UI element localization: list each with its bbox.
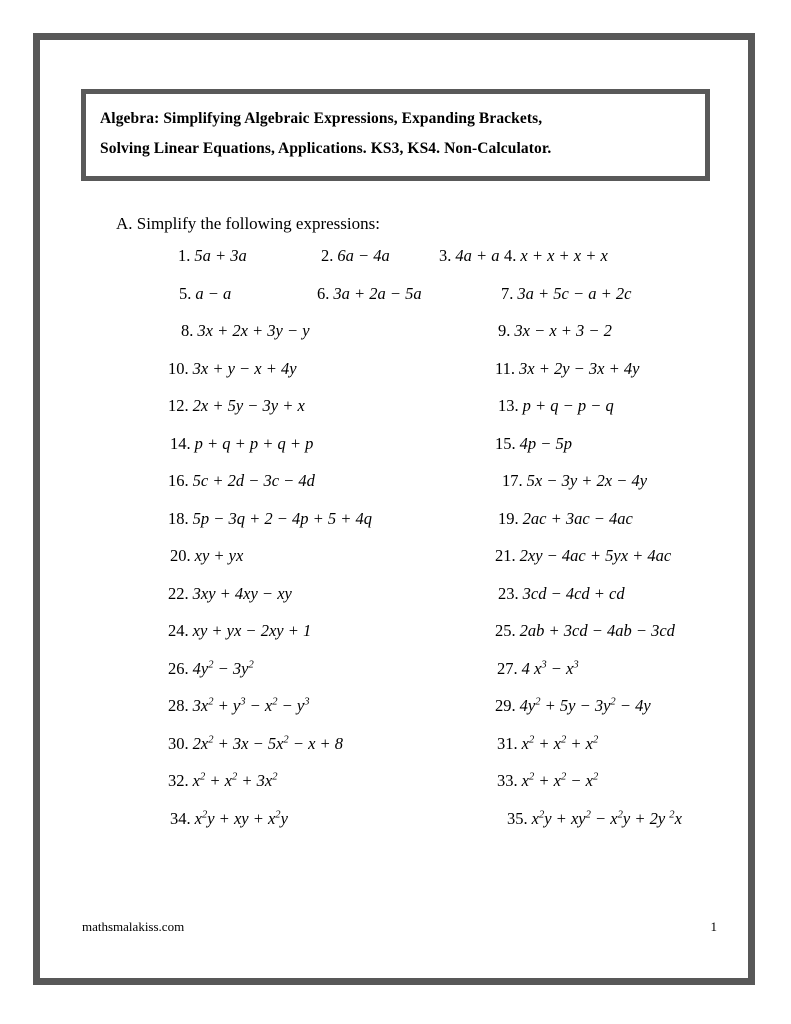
question-expression: 5a + 3a: [194, 246, 247, 265]
question-item-32: [168, 769, 277, 793]
question-expression: $x^2y$ + xy + $x^2y$: [194, 808, 288, 828]
question-expression: 2x + 5y − 3y + x: [192, 396, 305, 415]
question-row: [40, 769, 748, 807]
question-expression: $3x^2 + y^3 - x^2 - y^3$: [192, 696, 310, 715]
question-number: 3.: [439, 246, 452, 265]
question-number: 5.: [179, 283, 192, 303]
question-item-8: [181, 319, 310, 343]
question-number: 11.: [495, 358, 516, 378]
question-number: 24.: [168, 621, 189, 640]
question-expression: 3a + 5c − a + 2c: [517, 283, 632, 303]
question-item-29: [495, 694, 651, 718]
question-row: [40, 394, 748, 432]
question-item-20: [170, 544, 243, 568]
question-number: 8.: [181, 321, 194, 340]
question-number: 26.: [168, 658, 189, 678]
question-number: 32.: [168, 771, 189, 790]
page-footer: [82, 919, 717, 935]
question-expression: 2ab + 3cd − 4ab − 3cd: [519, 621, 675, 640]
question-number: 33.: [497, 771, 518, 790]
question-number: 31.: [497, 733, 518, 753]
question-item-16: [168, 469, 315, 493]
question-item-1: [178, 244, 247, 268]
question-list: [40, 244, 748, 844]
question-expression: a − a: [195, 283, 232, 303]
page-content-area: [40, 40, 748, 978]
question-item-2: [321, 244, 390, 268]
question-expression: $4y^2 - 3y^2$: [192, 658, 254, 678]
question-item-25: [495, 619, 675, 643]
question-item-26: [168, 657, 254, 681]
question-row: [40, 432, 748, 470]
question-number: 28.: [168, 696, 189, 715]
question-expression: 3a + 2a − 5a: [333, 283, 422, 303]
question-expression: $x^2 + x^2 + x^2$: [521, 733, 599, 753]
question-expression: 5p − 3q + 2 − 4p + 5 + 4q: [192, 508, 373, 528]
question-number: 19.: [498, 508, 519, 528]
question-expression: $2x^2 + 3x - 5x^2 - x + 8$: [192, 733, 344, 753]
question-item-5: [179, 282, 231, 306]
question-item-19: [498, 507, 633, 531]
question-row: [40, 657, 748, 695]
question-row: [40, 732, 748, 770]
question-expression: p + q + p + q + p: [194, 433, 314, 453]
question-number: 34.: [170, 808, 191, 828]
page-sheet: [33, 33, 755, 985]
question-expression: $x^2 + x^2 - x^2$: [521, 771, 599, 790]
title-line-2: Solving Linear Equations, Applications. KS3, KS4. Non-Calculator.: [100, 140, 552, 157]
question-item-12: [168, 394, 305, 418]
question-number: 27.: [497, 658, 518, 678]
question-item-17: [502, 469, 647, 493]
question-number: 35.: [507, 808, 528, 828]
question-expression: 5x − 3y + 2x − 4y: [526, 471, 648, 490]
question-number: 1.: [178, 246, 191, 265]
question-item-7: [501, 282, 631, 306]
question-number: 15.: [495, 433, 516, 453]
question-item-28: [168, 694, 309, 718]
question-expression: $x^2 + x^2 + 3x^2$: [192, 771, 278, 790]
footer-website: mathsmalakiss.com: [82, 919, 185, 934]
question-expression: 3xy + 4xy − xy: [192, 583, 292, 603]
question-item-3: [439, 244, 500, 268]
question-row: [40, 807, 748, 845]
question-number: 14.: [170, 433, 191, 453]
question-item-30: [168, 732, 343, 756]
question-expression: $4y^2 + 5y - 3y^2 - 4y$: [519, 696, 651, 715]
question-row: [40, 357, 748, 395]
question-expression: xy + yx: [194, 546, 244, 565]
question-number: 20.: [170, 546, 191, 565]
question-number: 6.: [317, 283, 330, 303]
question-expression: 3x + 2x + 3y − y: [197, 321, 310, 340]
question-item-24: [168, 619, 311, 643]
question-row: [40, 319, 748, 357]
question-row: [40, 469, 748, 507]
question-item-21: [495, 544, 671, 568]
question-expression: 2xy − 4ac + 5yx + 4ac: [519, 546, 672, 565]
question-expression: 3cd − 4cd + cd: [522, 583, 625, 603]
question-number: 16.: [168, 471, 189, 490]
question-number: 9.: [498, 321, 511, 340]
question-number: 21.: [495, 546, 516, 565]
question-expression: 4p − 5p: [519, 433, 573, 453]
question-item-18: [168, 507, 372, 531]
question-item-22: [168, 582, 292, 606]
worksheet-title-box: [81, 89, 710, 181]
question-row: [40, 282, 748, 320]
question-row: [40, 582, 748, 620]
question-number: 18.: [168, 508, 189, 528]
question-expression: $x^2y + xy^2 - x^2y + 2y$ $^2$x: [531, 808, 682, 828]
question-expression: 3x + 2y − 3x + 4y: [519, 358, 640, 378]
question-number: 2.: [321, 246, 334, 265]
question-number: 12.: [168, 396, 189, 415]
question-row: [40, 507, 748, 545]
question-item-34: [170, 807, 288, 831]
footer-page-number: 1: [710, 919, 717, 934]
question-item-35: [507, 807, 682, 831]
question-expression: 4a + a: [455, 246, 500, 265]
question-item-14: [170, 432, 313, 456]
question-item-13: [498, 394, 614, 418]
question-expression: 3x + y − x + 4y: [192, 358, 297, 378]
question-expression: xy + yx − 2xy + 1: [192, 621, 312, 640]
question-item-10: [168, 357, 297, 381]
question-number: 25.: [495, 621, 516, 640]
title-line-1: Algebra: Simplifying Algebraic Expressions, Expanding Brackets,: [100, 110, 543, 127]
question-number: 30.: [168, 733, 189, 753]
question-item-6: [317, 282, 422, 306]
question-item-31: [497, 732, 598, 756]
question-expression: 6a − 4a: [337, 246, 390, 265]
question-item-27: [497, 657, 579, 681]
question-expression: p + q − p − q: [522, 396, 614, 415]
question-row: [40, 694, 748, 732]
question-number: 10.: [168, 358, 189, 378]
question-item-23: [498, 582, 625, 606]
question-number: 17.: [502, 471, 523, 490]
question-item-4: [504, 244, 608, 268]
question-row: [40, 544, 748, 582]
question-number: 7.: [501, 283, 514, 303]
section-heading-a: A. Simplify the following expressions:: [116, 214, 380, 233]
question-item-15: [495, 432, 572, 456]
question-number: 29.: [495, 696, 516, 715]
question-expression: 3x − x + 3 − 2: [514, 321, 612, 340]
question-expression: 2ac + 3ac − 4ac: [522, 508, 633, 528]
question-row: [40, 619, 748, 657]
question-item-11: [495, 357, 639, 381]
question-row: [40, 244, 748, 282]
question-number: 23.: [498, 583, 519, 603]
question-expression: 4 $x^3 - x^3$: [521, 658, 579, 678]
question-expression: x + x + x + x: [520, 246, 608, 265]
question-number: 22.: [168, 583, 189, 603]
question-item-33: [497, 769, 598, 793]
question-expression: 5c + 2d − 3c − 4d: [192, 471, 315, 490]
question-item-9: [498, 319, 612, 343]
question-number: 13.: [498, 396, 519, 415]
question-number: 4.: [504, 246, 517, 265]
